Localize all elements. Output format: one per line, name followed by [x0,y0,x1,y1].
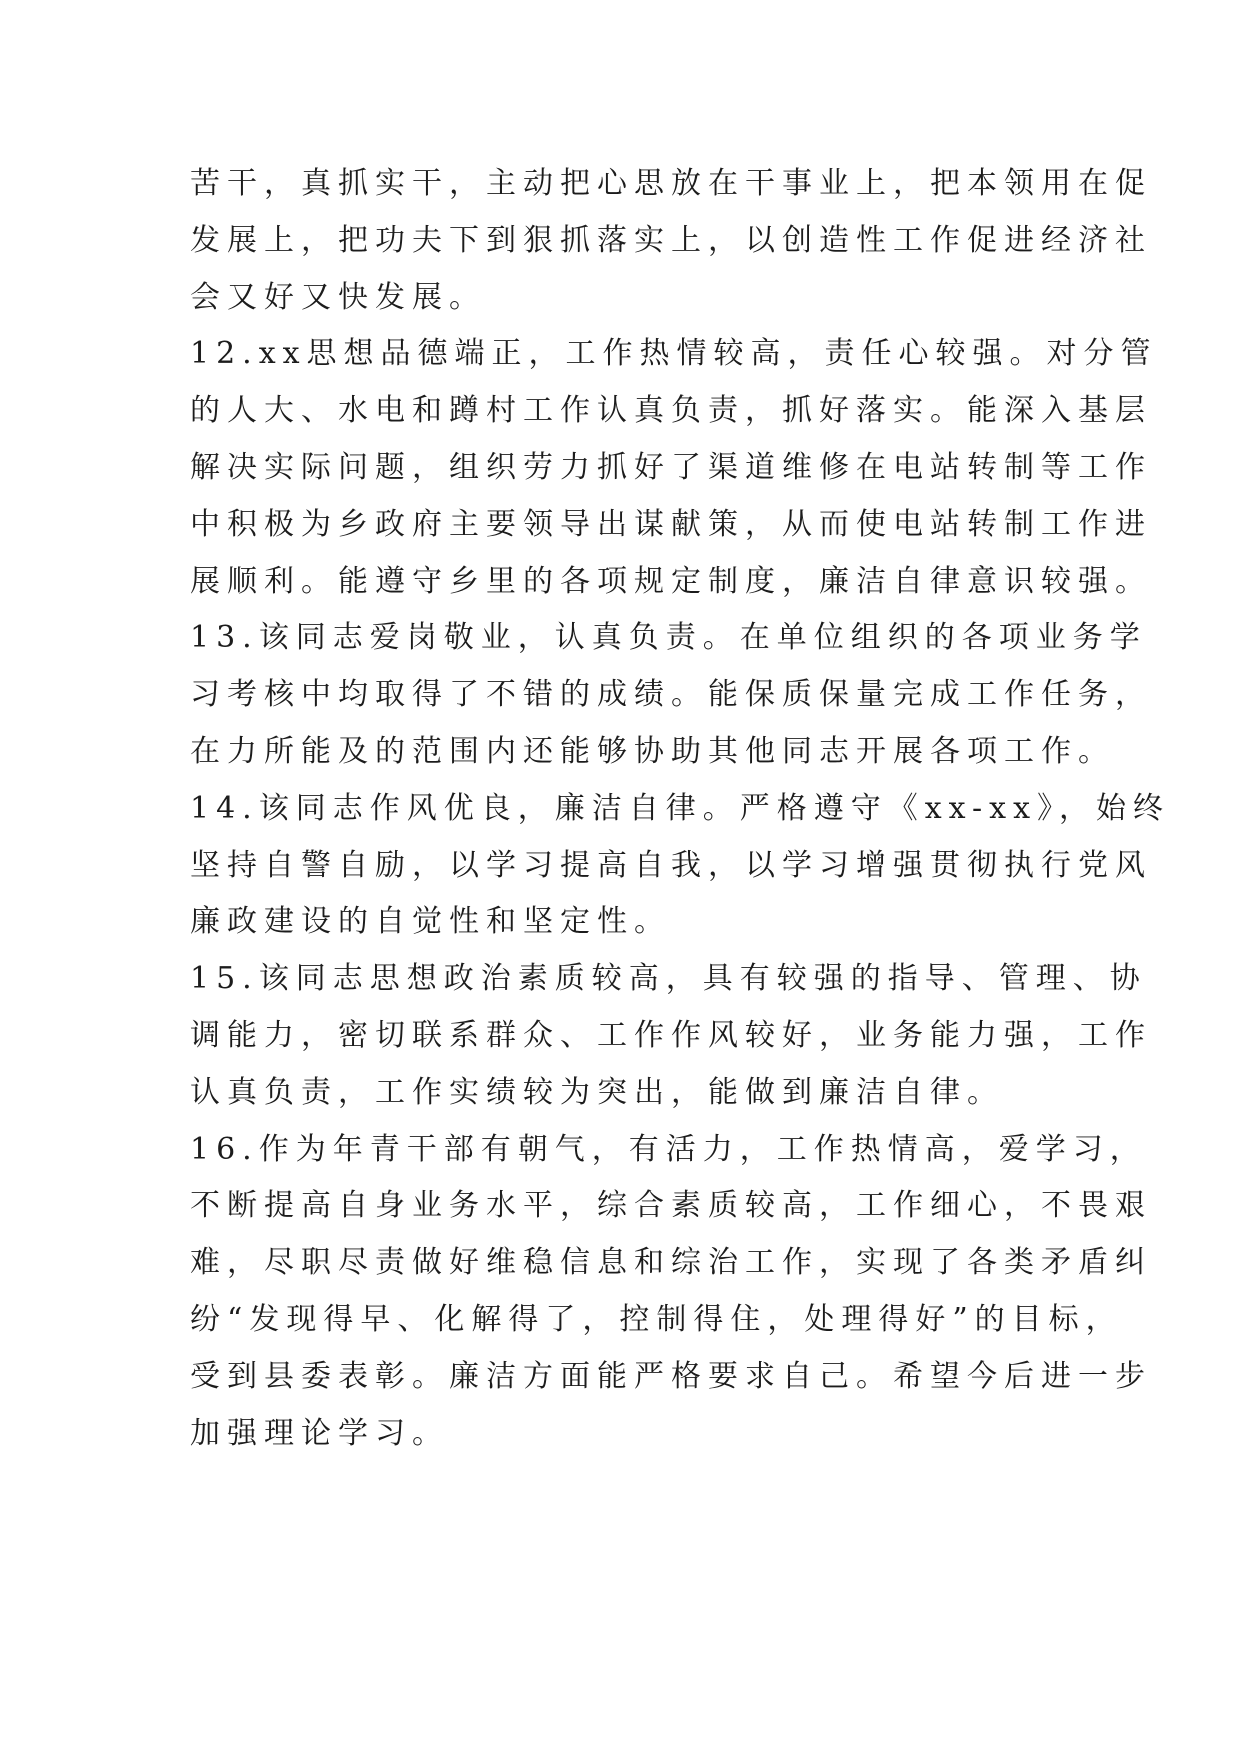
text-line: 解决实际问题，组织劳力抓好了渠道维修在电站转制等工作 [190,449,1152,485]
text-line: 调能力，密切联系群众、工作作风较好，业务能力强，工作 [190,1017,1152,1053]
text-line: 苦干，真抓实干，主动把心思放在干事业上，把本领用在促 [190,166,1152,201]
text-line: 会又好又快发展。 [190,279,486,315]
text-line: 的人大、水电和蹲村工作认真负责，抓好落实。能深入基层 [190,393,1152,429]
text-line: 认真负责，工作实绩较为突出，能做到廉洁自律。 [190,1074,1004,1110]
text-line: 加强理论学习。 [190,1415,449,1451]
text-line: 展顺利。能遵守乡里的各项规定制度，廉洁自律意识较强。 [190,563,1152,599]
document-body [190,156,1170,1462]
text-line: 纷“发现得早、化解得了，控制得住，处理得好”的目标， [190,1301,1123,1337]
text-line: 12.xx思想品德端正，工作热情较高，责任心较强。对分管 [190,336,1158,372]
text-line: 坚持自警自励，以学习提高自我，以学习增强贯彻执行党风 [190,847,1152,883]
text-line: 在力所能及的范围内还能够协助其他同志开展各项工作。 [190,733,1115,769]
text-line: 难，尽职尽责做好维稳信息和综治工作，实现了各类矛盾纠 [190,1245,1152,1281]
text-line: 16.作为年青干部有朝气，有活力，工作热情高，爱学习， [190,1131,1147,1167]
text-line: 受到县委表彰。廉洁方面能严格要求自己。希望今后进一步 [190,1358,1152,1394]
text-line: 15.该同志思想政治素质较高，具有较强的指导、管理、协 [190,961,1147,997]
text-line: 不断提高自身业务水平，综合素质较高，工作细心，不畏艰 [190,1188,1152,1224]
text-line: 13.该同志爱岗敬业，认真负责。在单位组织的各项业务学 [190,620,1147,656]
text-line: 14.该同志作风优良，廉洁自律。严格遵守《xx-xx》，始终 [190,790,1170,826]
text-line: 习考核中均取得了不错的成绩。能保质保量完成工作任务， [190,677,1152,713]
text-line: 中积极为乡政府主要领导出谋献策，从而使电站转制工作进 [190,506,1152,542]
text-line: 廉政建设的自觉性和坚定性。 [190,904,671,940]
text-line: 发展上，把功夫下到狠抓落实上，以创造性工作促进经济社 [190,222,1152,258]
